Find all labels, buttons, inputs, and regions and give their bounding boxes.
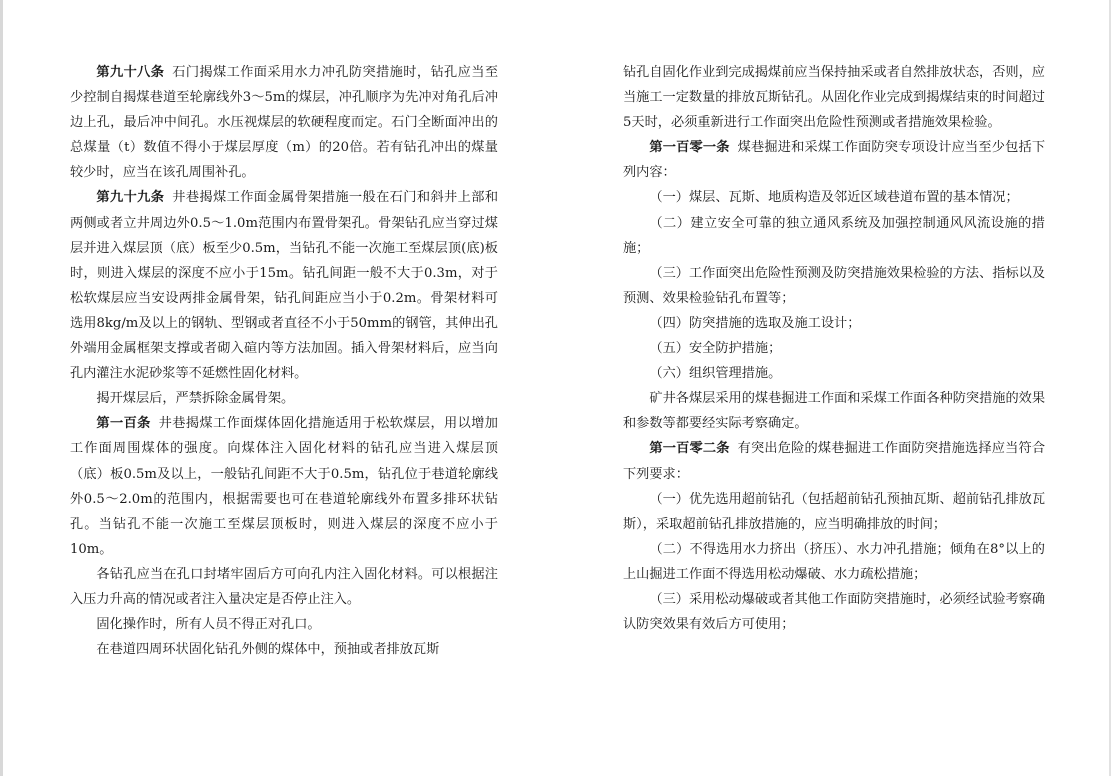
paragraph-101	[623, 135, 1045, 185]
paragraph-99-note	[70, 386, 498, 411]
article-heading: 第一百零二条	[649, 441, 730, 457]
paragraph-text: 矿井各煤层采用的煤巷掘进工作面和采煤工作面各种防突措施的效果和参数等都要经实际考察确定。	[623, 391, 1046, 432]
paragraph-101-note	[623, 386, 1045, 436]
paragraph-102	[623, 436, 1045, 486]
paragraph-text: 固化操作时，所有人员不得正对孔口。	[96, 617, 321, 633]
paragraph-text: 煤巷掘进和采煤工作面防突专项设计应当至少包括下列内容：	[623, 140, 1046, 181]
paragraph-99	[70, 185, 498, 386]
paragraph-text: 钻孔自固化作业到完成揭煤前应当保持抽采或者自然排放状态，否则，应当施工一定数量的排放瓦斯钻孔。从固化作业完成到揭煤结束的时间超过5天时，必须重新进行工作面突出危险性预测或者措施效果检验。	[623, 65, 1045, 131]
right-column	[623, 60, 1045, 637]
paragraph-text: （三）采用松动爆破或者其他工作面防突措施时，必须经试验考察确认防突效果有效后方可使用；	[623, 591, 1046, 633]
left-column	[70, 60, 498, 662]
list-item-6	[623, 361, 1045, 386]
paragraph-text: 有突出危险的煤巷掘进工作面防突措施选择应当符合下列要求：	[623, 441, 1046, 482]
paragraph-text: 在巷道四周环状固化钻孔外侧的煤体中，预抽或者排放瓦斯	[96, 642, 440, 658]
paragraph-text: （四）防突措施的选取及施工设计；	[649, 315, 861, 331]
paragraph-text: 石门揭煤工作面采用水力冲孔防突措施时，钻孔应当至少控制自揭煤巷道至轮廓线外3～5m的煤层，冲孔顺序为先冲对角孔后冲边上孔，最后冲中间孔。水压视煤层的软硬程度而定。石门全断面冲出的总煤量（t）数值不得小于煤层厚度（m）的20倍。若有钻孔冲出的煤量较少时，应当在该孔周围补孔。	[70, 65, 499, 181]
paragraph-text: 井巷揭煤工作面金属骨架措施一般在石门和斜井上部和两侧或者立井周边外0.5～1.0m范围内布置骨架孔。骨架钻孔应当穿过煤层并进入煤层顶（底）板至少0.5m，当钻孔不能一次施工至煤层顶(底)板时，则进入煤层的深度不应小于15m。钻孔间距一般不大于0.3m，对于松软煤层应当安设两排金属骨架，钻孔间距应当小于0.2m。骨架材料可选用8kg/m及以上的钢轨、型钢或者直径不小于50mm的钢管，其伸出孔外端用金属框架支撑或者砌入碹内等方法加固。插入骨架材料后，应当向孔内灌注水泥砂浆等不延燃性固化材料。	[70, 190, 499, 382]
paragraph-98	[70, 60, 498, 185]
list-item-1	[623, 185, 1045, 210]
article-heading: 第九十八条	[96, 65, 165, 80]
paragraph-text: （二）建立安全可靠的独立通风系统及加强控制通风风流设施的措施；	[623, 215, 1045, 256]
paragraph-100-safety	[70, 612, 498, 637]
list-item-5	[623, 336, 1045, 361]
article-heading: 第九十九条	[96, 190, 165, 206]
list-item-2	[623, 211, 1045, 261]
page-edge-left	[0, 0, 3, 776]
paragraph-text: （五）安全防护措施；	[649, 341, 782, 357]
paragraph-continued	[623, 60, 1045, 135]
paragraph-text: （三）工作面突出危险性预测及防突措施效果检验的方法、指标以及预测、效果检验钻孔布置等；	[623, 265, 1046, 306]
paragraph-100-injection	[70, 562, 498, 612]
list-item-102-1	[623, 487, 1045, 537]
paragraph-text: 井巷揭煤工作面煤体固化措施适用于松软煤层，用以增加工作面周围煤体的强度。向煤体注入固化材料的钻孔应当进入煤层顶（底）板0.5m及以上，一般钻孔间距不大于0.5m，钻孔位于巷道轮廓线外0.5～2.0m的范围内，根据需要也可在巷道轮廓线外布置多排环状钻孔。当钻孔不能一次施工至煤层顶板时，则进入煤层的深度不应小于10m。	[70, 416, 498, 557]
paragraph-100-drainage	[70, 637, 498, 662]
paragraph-100	[70, 411, 498, 562]
list-item-4	[623, 311, 1045, 336]
paragraph-text: 各钻孔应当在孔口封堵牢固后方可向孔内注入固化材料。可以根据注入压力升高的情况或者注入量决定是否停止注入。	[70, 566, 498, 607]
paragraph-text: （一）优先选用超前钻孔（包括超前钻孔预抽瓦斯、超前钻孔排放瓦斯），采取超前钻孔排放措施的，应当明确排放的时间；	[623, 491, 1046, 532]
paragraph-text: （一）煤层、瓦斯、地质构造及邻近区域巷道布置的基本情况；	[649, 190, 1019, 206]
list-item-102-2	[623, 537, 1045, 587]
paragraph-text: 揭开煤层后，严禁拆除金属骨架。	[96, 391, 295, 407]
list-item-3	[623, 261, 1045, 311]
article-heading: 第一百零一条	[649, 140, 730, 156]
paragraph-text: （二）不得选用水力挤出（挤压）、水力冲孔措施；倾角在8°以上的上山掘进工作面不得选用松动爆破、水力疏松措施；	[623, 541, 1045, 582]
list-item-102-3	[623, 587, 1045, 637]
article-heading: 第一百条	[96, 416, 151, 432]
paragraph-text: （六）组织管理措施。	[649, 366, 782, 382]
